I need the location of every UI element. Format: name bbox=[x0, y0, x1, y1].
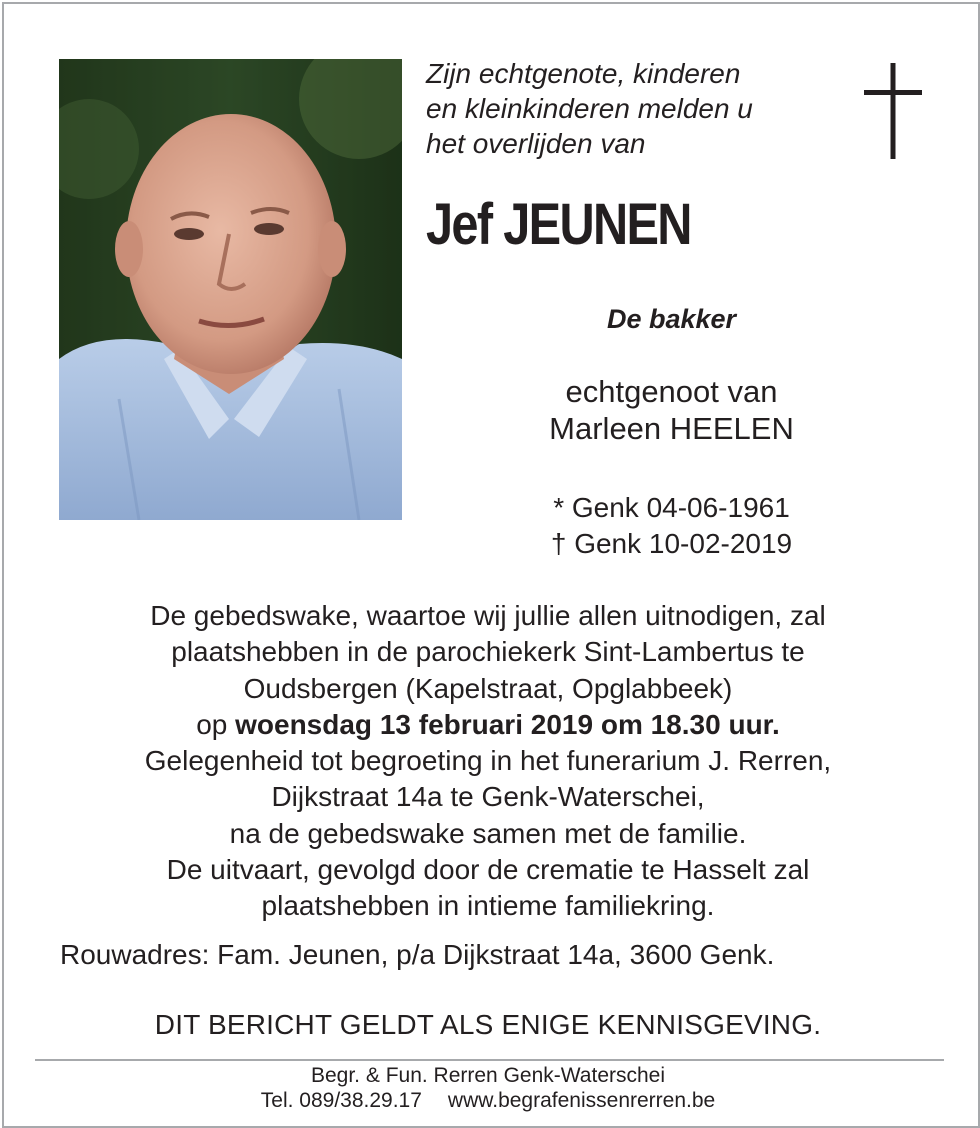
intro-line: Zijn echtgenote, kinderen bbox=[426, 58, 741, 89]
intro-text bbox=[426, 56, 753, 161]
announcement-line: Dijkstraat 14a te Genk-Waterschei, bbox=[271, 781, 705, 813]
death-date bbox=[430, 526, 913, 562]
life-dates bbox=[430, 490, 913, 562]
announcement-line: na de gebedswake samen met de familie. bbox=[229, 817, 747, 849]
announcement-line: De gebedswake, waartoe wij jullie allen uitnodigen, zal bbox=[150, 600, 826, 631]
cross-icon bbox=[864, 63, 922, 159]
death-date-text: Genk 10-02-2019 bbox=[574, 528, 793, 559]
deceased-name: Jef JEUNEN bbox=[426, 192, 691, 257]
deceased-nickname: De bakker bbox=[606, 304, 737, 334]
footer bbox=[60, 1063, 916, 1113]
notice-text: DIT BERICHT GELDT ALS ENIGE KENNISGEVING. bbox=[154, 1009, 822, 1040]
announcement-line: plaatshebben in intieme familiekring. bbox=[261, 890, 715, 922]
dagger-icon: † bbox=[550, 528, 567, 559]
website-link[interactable]: www.begrafenissenrerren.be bbox=[447, 1089, 716, 1112]
portrait-photo bbox=[59, 59, 402, 520]
announcement-line bbox=[30, 707, 946, 743]
birth-date: * Genk 04-06-1961 bbox=[553, 492, 790, 523]
announcement-line: plaatshebben in de parochiekerk Sint-Lambertus te bbox=[171, 636, 805, 668]
announcement-line: De uitvaart, gevolgd door de crematie te Hasselt zal bbox=[166, 854, 810, 886]
phone-number: Tel. 089/38.29.17 bbox=[260, 1089, 422, 1112]
undertaker-name: Begr. & Fun. Rerren Genk-Waterschei bbox=[310, 1064, 666, 1087]
announcement-line: Gelegenheid tot begroeting in het funerarium J. Rerren, bbox=[144, 745, 832, 777]
divider bbox=[35, 1059, 944, 1061]
mourning-address: Rouwadres: Fam. Jeunen, p/a Dijkstraat 14a, 3600 Genk. bbox=[60, 939, 775, 970]
announcement-text bbox=[30, 598, 946, 925]
intro-line: het overlijden van bbox=[426, 128, 646, 159]
wake-date-prefix: op bbox=[196, 708, 228, 740]
intro-line: en kleinkinderen melden u bbox=[426, 93, 753, 124]
spouse-name: Marleen HEELEN bbox=[549, 411, 794, 446]
spouse-prefix: echtgenoot van bbox=[565, 374, 778, 409]
spouse-info bbox=[430, 373, 913, 447]
wake-date: woensdag 13 februari 2019 om 18.30 uur. bbox=[235, 708, 780, 740]
contact-line bbox=[60, 1088, 916, 1113]
announcement-line: Oudsbergen (Kapelstraat, Opglabbeek) bbox=[243, 672, 733, 704]
